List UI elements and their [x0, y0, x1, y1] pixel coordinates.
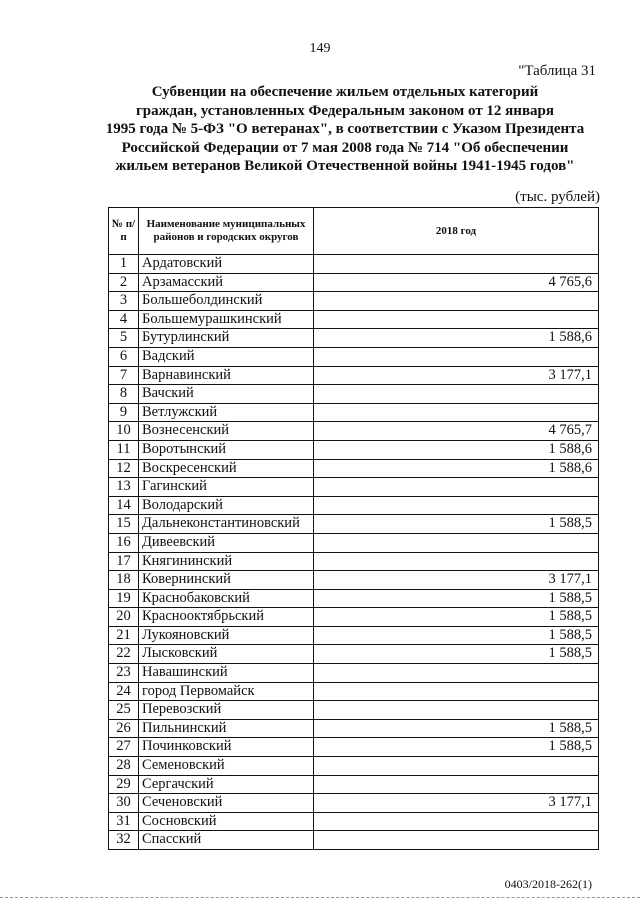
- row-number: 6: [109, 347, 139, 366]
- row-number: 20: [109, 608, 139, 627]
- row-name: Спасский: [139, 831, 314, 850]
- row-number: 10: [109, 422, 139, 441]
- row-name: Лукояновский: [139, 626, 314, 645]
- table-row: [109, 422, 599, 441]
- table-row: [109, 310, 599, 329]
- row-number: 21: [109, 626, 139, 645]
- row-number: 22: [109, 645, 139, 664]
- row-number: 17: [109, 552, 139, 571]
- row-value: [314, 775, 599, 794]
- row-number: 28: [109, 757, 139, 776]
- row-value: [314, 552, 599, 571]
- row-name: Лысковский: [139, 645, 314, 664]
- row-name: Володарский: [139, 496, 314, 515]
- row-name: Варнавинский: [139, 366, 314, 385]
- table-row: [109, 366, 599, 385]
- document-title: [90, 83, 600, 176]
- row-value: [314, 812, 599, 831]
- row-number: 9: [109, 403, 139, 422]
- table-row: [109, 478, 599, 497]
- table-row: [109, 812, 599, 831]
- table-header-row: [109, 208, 599, 255]
- row-name: Гагинский: [139, 478, 314, 497]
- table-row: [109, 273, 599, 292]
- table-row: [109, 515, 599, 534]
- row-name: Вачский: [139, 385, 314, 404]
- row-name: Починковский: [139, 738, 314, 757]
- row-value: [314, 757, 599, 776]
- table-row: [109, 403, 599, 422]
- table-row: [109, 292, 599, 311]
- row-number: 1: [109, 255, 139, 274]
- table-row: [109, 385, 599, 404]
- row-name: Сосновский: [139, 812, 314, 831]
- table-row: [109, 794, 599, 813]
- row-value: 1 588,5: [314, 738, 599, 757]
- row-name: Семеновский: [139, 757, 314, 776]
- row-name: Вознесенский: [139, 422, 314, 441]
- row-value: 1 588,5: [314, 515, 599, 534]
- row-number: 30: [109, 794, 139, 813]
- row-name: Навашинский: [139, 664, 314, 683]
- row-name: Воротынский: [139, 440, 314, 459]
- table-row: [109, 533, 599, 552]
- row-value: [314, 403, 599, 422]
- table-row: [109, 496, 599, 515]
- table-row: [109, 589, 599, 608]
- bottom-divider: [0, 897, 640, 899]
- row-number: 26: [109, 719, 139, 738]
- row-name: Бутурлинский: [139, 329, 314, 348]
- table-row: [109, 831, 599, 850]
- row-value: 3 177,1: [314, 366, 599, 385]
- row-number: 18: [109, 571, 139, 590]
- row-value: [314, 292, 599, 311]
- row-value: 3 177,1: [314, 571, 599, 590]
- row-name: Большеболдинский: [139, 292, 314, 311]
- units-label: (тыс. рублей): [515, 189, 600, 205]
- row-name: Вадский: [139, 347, 314, 366]
- row-name: Воскресенский: [139, 459, 314, 478]
- table-body: [109, 255, 599, 850]
- header-name: Наименование муниципальных районов и городских округов: [139, 208, 314, 255]
- table-row: [109, 664, 599, 683]
- row-number: 24: [109, 682, 139, 701]
- row-number: 19: [109, 589, 139, 608]
- row-name: Ветлужский: [139, 403, 314, 422]
- row-name: Большемурашкинский: [139, 310, 314, 329]
- subsidy-table: [108, 207, 599, 850]
- row-name: Дальнеконстантиновский: [139, 515, 314, 534]
- row-value: [314, 664, 599, 683]
- table-row: [109, 255, 599, 274]
- table-row: [109, 757, 599, 776]
- row-number: 11: [109, 440, 139, 459]
- row-name: Краснобаковский: [139, 589, 314, 608]
- table-row: [109, 719, 599, 738]
- row-value: 1 588,5: [314, 645, 599, 664]
- row-value: 3 177,1: [314, 794, 599, 813]
- table-row: [109, 626, 599, 645]
- table-row: [109, 608, 599, 627]
- row-name: Дивеевский: [139, 533, 314, 552]
- table-row: [109, 682, 599, 701]
- row-number: 8: [109, 385, 139, 404]
- row-number: 14: [109, 496, 139, 515]
- row-value: [314, 831, 599, 850]
- table-row: [109, 738, 599, 757]
- row-value: 1 588,5: [314, 626, 599, 645]
- table-row: [109, 440, 599, 459]
- row-value: [314, 310, 599, 329]
- row-value: [314, 255, 599, 274]
- row-name: город Первомайск: [139, 682, 314, 701]
- row-number: 4: [109, 310, 139, 329]
- title-line: Субвенции на обеспечение жильем отдельных категорий: [151, 84, 539, 100]
- row-value: 1 588,6: [314, 329, 599, 348]
- table-row: [109, 775, 599, 794]
- row-number: 27: [109, 738, 139, 757]
- row-value: 1 588,5: [314, 719, 599, 738]
- header-year: 2018 год: [314, 208, 599, 255]
- row-value: 1 588,5: [314, 589, 599, 608]
- table-row: [109, 571, 599, 590]
- title-line: граждан, установленных Федеральным законом от 12 января: [135, 102, 554, 119]
- table-row: [109, 701, 599, 720]
- title-line: Российской Федерации от 7 мая 2008 года № 714 "Об обеспечении: [121, 139, 569, 156]
- row-value: 4 765,7: [314, 422, 599, 441]
- document-code: 0403/2018-262(1): [504, 877, 592, 891]
- row-number: 13: [109, 478, 139, 497]
- row-number: 7: [109, 366, 139, 385]
- row-value: [314, 496, 599, 515]
- row-value: [314, 385, 599, 404]
- table-row: [109, 645, 599, 664]
- row-number: 29: [109, 775, 139, 794]
- row-number: 23: [109, 664, 139, 683]
- row-value: 1 588,6: [314, 440, 599, 459]
- title-line: жильем ветеранов Великой Отечественной войны 1941-1945 годов": [115, 158, 575, 174]
- row-number: 5: [109, 329, 139, 348]
- row-number: 15: [109, 515, 139, 534]
- table-row: [109, 347, 599, 366]
- row-value: [314, 682, 599, 701]
- row-number: 31: [109, 812, 139, 831]
- row-name: Пильнинский: [139, 719, 314, 738]
- table-row: [109, 552, 599, 571]
- table-label: "Таблица 31: [518, 63, 596, 79]
- row-value: 1 588,5: [314, 608, 599, 627]
- row-name: Перевозский: [139, 701, 314, 720]
- page-number: 149: [309, 41, 331, 56]
- title-line: 1995 года № 5-ФЗ "О ветеранах", в соответствии с Указом Президента: [105, 121, 585, 137]
- row-number: 25: [109, 701, 139, 720]
- row-number: 16: [109, 533, 139, 552]
- row-number: 2: [109, 273, 139, 292]
- row-value: [314, 533, 599, 552]
- row-name: Ковернинский: [139, 571, 314, 590]
- row-value: [314, 701, 599, 720]
- row-value: [314, 478, 599, 497]
- row-number: 3: [109, 292, 139, 311]
- row-name: Сергачский: [139, 775, 314, 794]
- row-value: [314, 347, 599, 366]
- row-number: 12: [109, 459, 139, 478]
- row-value: 4 765,6: [314, 273, 599, 292]
- header-num: № п/п: [109, 208, 139, 255]
- table-row: [109, 329, 599, 348]
- row-name: Сеченовский: [139, 794, 314, 813]
- row-name: Арзамасский: [139, 273, 314, 292]
- table-row: [109, 459, 599, 478]
- row-number: 32: [109, 831, 139, 850]
- row-name: Ардатовский: [139, 255, 314, 274]
- row-name: Краснооктябрьский: [139, 608, 314, 627]
- row-name: Княгининский: [139, 552, 314, 571]
- row-value: 1 588,6: [314, 459, 599, 478]
